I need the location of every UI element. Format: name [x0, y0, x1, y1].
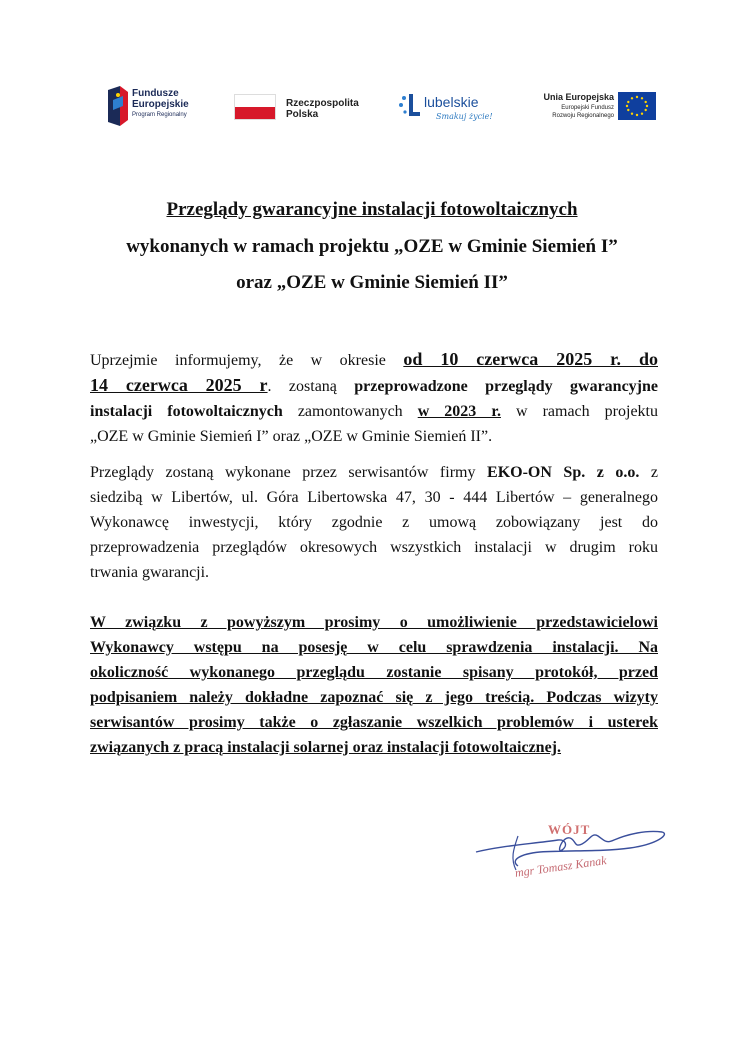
paragraph-2	[90, 460, 658, 585]
paragraph-3	[90, 610, 658, 760]
fundusze-line2: Europejskie	[132, 99, 189, 110]
stamp-title: WÓJT	[548, 822, 591, 837]
p1-l3-bold: instalacji fotowoltaicznych	[90, 403, 283, 420]
p2-line5: trwania gwarancji.	[90, 564, 210, 581]
p1-l3-text: zamontowanych	[282, 403, 418, 420]
p3-line1: W związku z powyższym prosimy o umożliwienie przedstawicielowi	[90, 614, 658, 631]
p2-l1-text: Przeglądy zostaną wykonane przez serwisantów firmy	[90, 464, 488, 481]
p2-line1	[90, 460, 658, 485]
rzeczpospolita-polska-logo	[234, 84, 368, 130]
unia-line3: Rozwoju Regionalnego	[552, 113, 614, 119]
stamp-name: mgr Tomasz Kanak	[514, 853, 608, 880]
lubelskie-icon	[398, 92, 422, 120]
eu-flag-icon	[618, 92, 656, 120]
fundusze-europejskie-logo	[108, 84, 218, 130]
p3-line6: związanych z pracą instalacji solarnej oraz instalacji fotowoltaicznej.	[90, 739, 562, 756]
document-title-line3: oraz „OZE w Gminie Siemień II”	[236, 272, 508, 293]
p1-line1	[90, 347, 658, 373]
p1-l1-text: Uprzejmie informujemy, że w okresie	[90, 352, 404, 369]
p1-l2-bold: przeprowadzone przeglądy gwarancyjne	[354, 378, 659, 395]
unia-line2: Europejski Fundusz	[561, 105, 614, 111]
p3-line2: Wykonawcy wstępu na posesję w celu sprawdzenia instalacji. Na	[90, 639, 658, 656]
signature-block	[470, 822, 670, 892]
polish-flag-icon	[234, 94, 276, 120]
logo-bar	[108, 84, 656, 130]
unia-line1: Unia Europejska	[543, 92, 614, 102]
p1-l2-text: . zostaną	[267, 378, 355, 395]
p1-line4: „OZE w Gminie Siemień I” oraz „OZE w Gminie Siemień II”.	[90, 428, 493, 445]
p2-line4: przeprowadzenia przeglądów okresowych wszystkich instalacji w drugim roku	[90, 539, 658, 556]
p3-line3: okoliczność wykonanego przeglądu zostanie spisany protokół, przed	[90, 664, 658, 681]
rzeczpospolita-line1: Rzeczpospolita	[286, 98, 359, 109]
p3-line4: podpisaniem należy dokładne zapoznać się z jego treścią. Podczas wizyty	[90, 689, 658, 706]
p2-l1-tail: z	[639, 464, 658, 481]
lubelskie-tagline: Smakuj życie!	[436, 112, 493, 121]
date-range-start: od 10 czerwca 2025 r. do	[403, 349, 658, 369]
fundusze-line3: Program Regionalny	[132, 112, 187, 118]
document-title-line1	[0, 199, 744, 221]
lubelskie-logo	[398, 84, 498, 130]
fundusze-line1: Fundusze	[132, 88, 179, 99]
p2-line3: Wykonawcę inwestycji, który zgodnie z umową zobowiązany jest do	[90, 514, 658, 531]
p2-line2: siedzibą w Libertów, ul. Góra Libertowska 47, 30 - 444 Libertów – generalnego	[90, 489, 658, 506]
company-name: EKO-ON Sp. z o.o.	[487, 464, 640, 481]
p1-line3	[90, 399, 658, 424]
lubelskie-name: lubelskie	[424, 94, 479, 110]
rzeczpospolita-line2: Polska	[286, 109, 319, 120]
document-title-line2: wykonanych w ramach projektu „OZE w Gminie Siemień I”	[126, 236, 618, 257]
date-range-end: 14 czerwca 2025 r	[90, 375, 268, 395]
install-year: w 2023 r.	[417, 403, 501, 420]
p3-line5: serwisantów prosimy także o zgłaszanie wszelkich problemów i usterek	[90, 714, 658, 731]
paragraph-1	[90, 347, 658, 449]
unia-europejska-logo	[524, 84, 656, 130]
p1-l3-tail: w ramach projektu	[500, 403, 658, 420]
p1-line2	[90, 373, 658, 399]
title-line1-text: Przeglądy gwarancyjne instalacji fotowoltaicznych	[166, 199, 578, 220]
fundusze-europejskie-icon	[108, 86, 128, 126]
